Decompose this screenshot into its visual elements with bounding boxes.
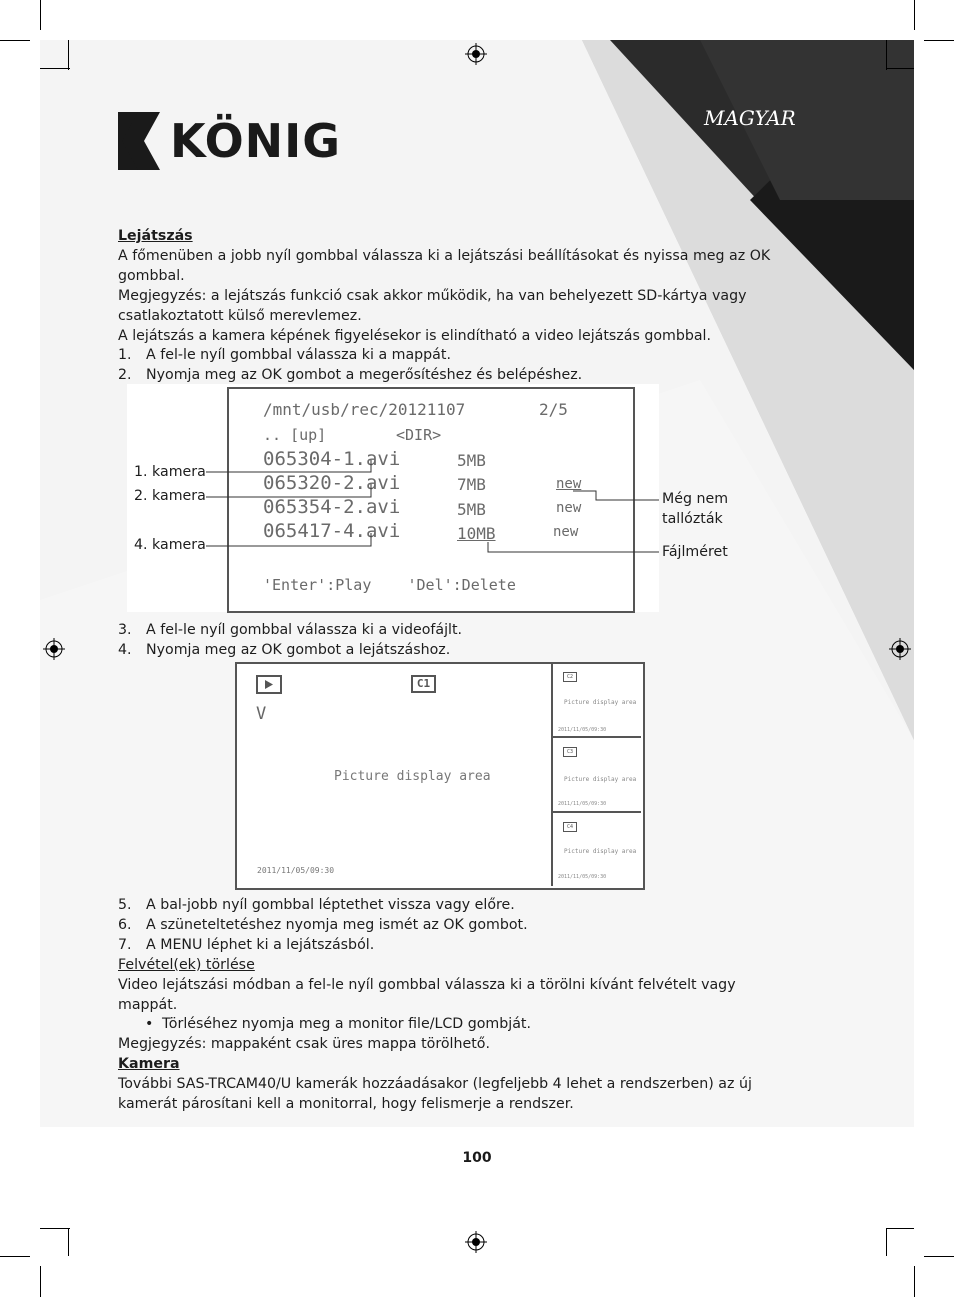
paragraph: Video lejátszási módban a fel-le nyíl gombbal válassza ki a törölni kívánt felvételt vagy: [118, 977, 736, 993]
key-hints: 'Enter':Play 'Del':Delete: [263, 576, 516, 594]
page-indicator: 2/5: [539, 400, 568, 419]
thumb-channel-badge: C4: [563, 822, 577, 832]
callout-camera-1: 1. kamera: [134, 464, 206, 480]
channel-badge: C1: [411, 675, 436, 693]
divider: [551, 664, 553, 886]
thumb-picture-label: Picture display area: [564, 699, 637, 706]
file-name[interactable]: 065304-1.avi: [263, 448, 401, 470]
list-item: A fel-le nyíl gombbal válassza ki a mappát.: [146, 347, 451, 363]
thumb-timestamp: 2011/11/05/09:30: [558, 874, 607, 880]
brand-name: KÖNIG: [170, 114, 342, 168]
list-item-number: 1.: [118, 347, 132, 363]
dir-tag: <DIR>: [396, 426, 442, 444]
paragraph: gombbal.: [118, 268, 185, 284]
heading-delete-recordings: Felvétel(ek) törlése: [118, 957, 255, 973]
divider: [553, 811, 641, 813]
folder-path: /mnt/usb/rec/20121107: [263, 400, 466, 419]
bullet-item: Törléséhez nyomja meg a monitor file/LCD gombját.: [162, 1016, 531, 1032]
paragraph: A főmenüben a jobb nyíl gombbal válassza ki a lejátszási beállításokat és nyissa meg az OK: [118, 248, 771, 264]
callout-not-viewed: Még nem: [662, 491, 729, 507]
list-item: Nyomja meg az OK gombot a lejátszáshoz.: [146, 642, 451, 658]
up-folder-row[interactable]: .. [up]: [263, 426, 327, 444]
list-item-number: 7.: [118, 937, 132, 953]
list-item: A MENU léphet ki a lejátszásból.: [146, 937, 375, 953]
file-size: 10MB: [457, 524, 496, 543]
list-item-number: 5.: [118, 897, 132, 913]
thumb-picture-label: Picture display area: [564, 848, 637, 855]
thumb-timestamp: 2011/11/05/09:30: [558, 727, 607, 733]
file-name[interactable]: 065320-2.avi: [263, 472, 401, 494]
file-size: 5MB: [457, 451, 486, 470]
list-item: Nyomja meg az OK gombot a megerősítéshez és belépéshez.: [146, 367, 583, 383]
heading-playback: Lejátszás: [118, 228, 193, 244]
list-item-number: 2.: [118, 367, 132, 383]
paragraph: csatlakoztatott külső merevlemez.: [118, 308, 362, 324]
paragraph: További SAS-TRCAM40/U kamerák hozzáadásakor (legfeljebb 4 lehet a rendszerben) az új: [118, 1076, 752, 1092]
language-label: MAGYAR: [704, 106, 796, 130]
bullet-icon: •: [145, 1016, 154, 1032]
paragraph: Megjegyzés: mappaként csak üres mappa törölhető.: [118, 1036, 490, 1052]
paragraph: kamerát párosítani kell a monitorral, hogy felismerje a rendszer.: [118, 1096, 574, 1112]
new-flag: new: [553, 524, 579, 540]
list-item-number: 3.: [118, 622, 132, 638]
main-picture-label: Picture display area: [334, 769, 491, 784]
direction-mark: V: [256, 704, 267, 724]
callout-camera-4: 4. kamera: [134, 537, 206, 553]
heading-camera: Kamera: [118, 1056, 180, 1072]
callout-not-viewed: tallózták: [662, 511, 723, 527]
new-flag: new: [556, 500, 582, 516]
file-size: 7MB: [457, 475, 486, 494]
main-timestamp: 2011/11/05/09:30: [257, 866, 335, 875]
new-flag: new: [556, 476, 582, 492]
paragraph: A lejátszás a kamera képének figyelésekor is elindítható a video lejátszás gombbal.: [118, 328, 712, 344]
thumb-channel-badge: C2: [563, 672, 577, 682]
list-item: A szüneteltetéshez nyomja meg ismét az OK gombot.: [146, 917, 528, 933]
list-item-number: 4.: [118, 642, 132, 658]
callout-file-size: Fájlméret: [662, 544, 728, 560]
file-name[interactable]: 065354-2.avi: [263, 496, 401, 518]
divider: [553, 736, 641, 738]
thumb-timestamp: 2011/11/05/09:30: [558, 801, 607, 807]
paragraph: Megjegyzés: a lejátszás funkció csak akkor működik, ha van behelyezett SD-kártya vagy: [118, 288, 747, 304]
thumb-picture-label: Picture display area: [564, 776, 637, 783]
play-icon[interactable]: [256, 675, 282, 694]
page-number: 100: [462, 1150, 492, 1166]
paragraph: mappát.: [118, 997, 178, 1013]
list-item-number: 6.: [118, 917, 132, 933]
thumb-channel-badge: C3: [563, 747, 577, 757]
file-size: 5MB: [457, 500, 486, 519]
callout-camera-2: 2. kamera: [134, 488, 206, 504]
list-item: A bal-jobb nyíl gombbal léptethet vissza vagy előre.: [146, 897, 515, 913]
list-item: A fel-le nyíl gombbal válassza ki a videofájlt.: [146, 622, 463, 638]
file-name[interactable]: 065417-4.avi: [263, 520, 401, 542]
